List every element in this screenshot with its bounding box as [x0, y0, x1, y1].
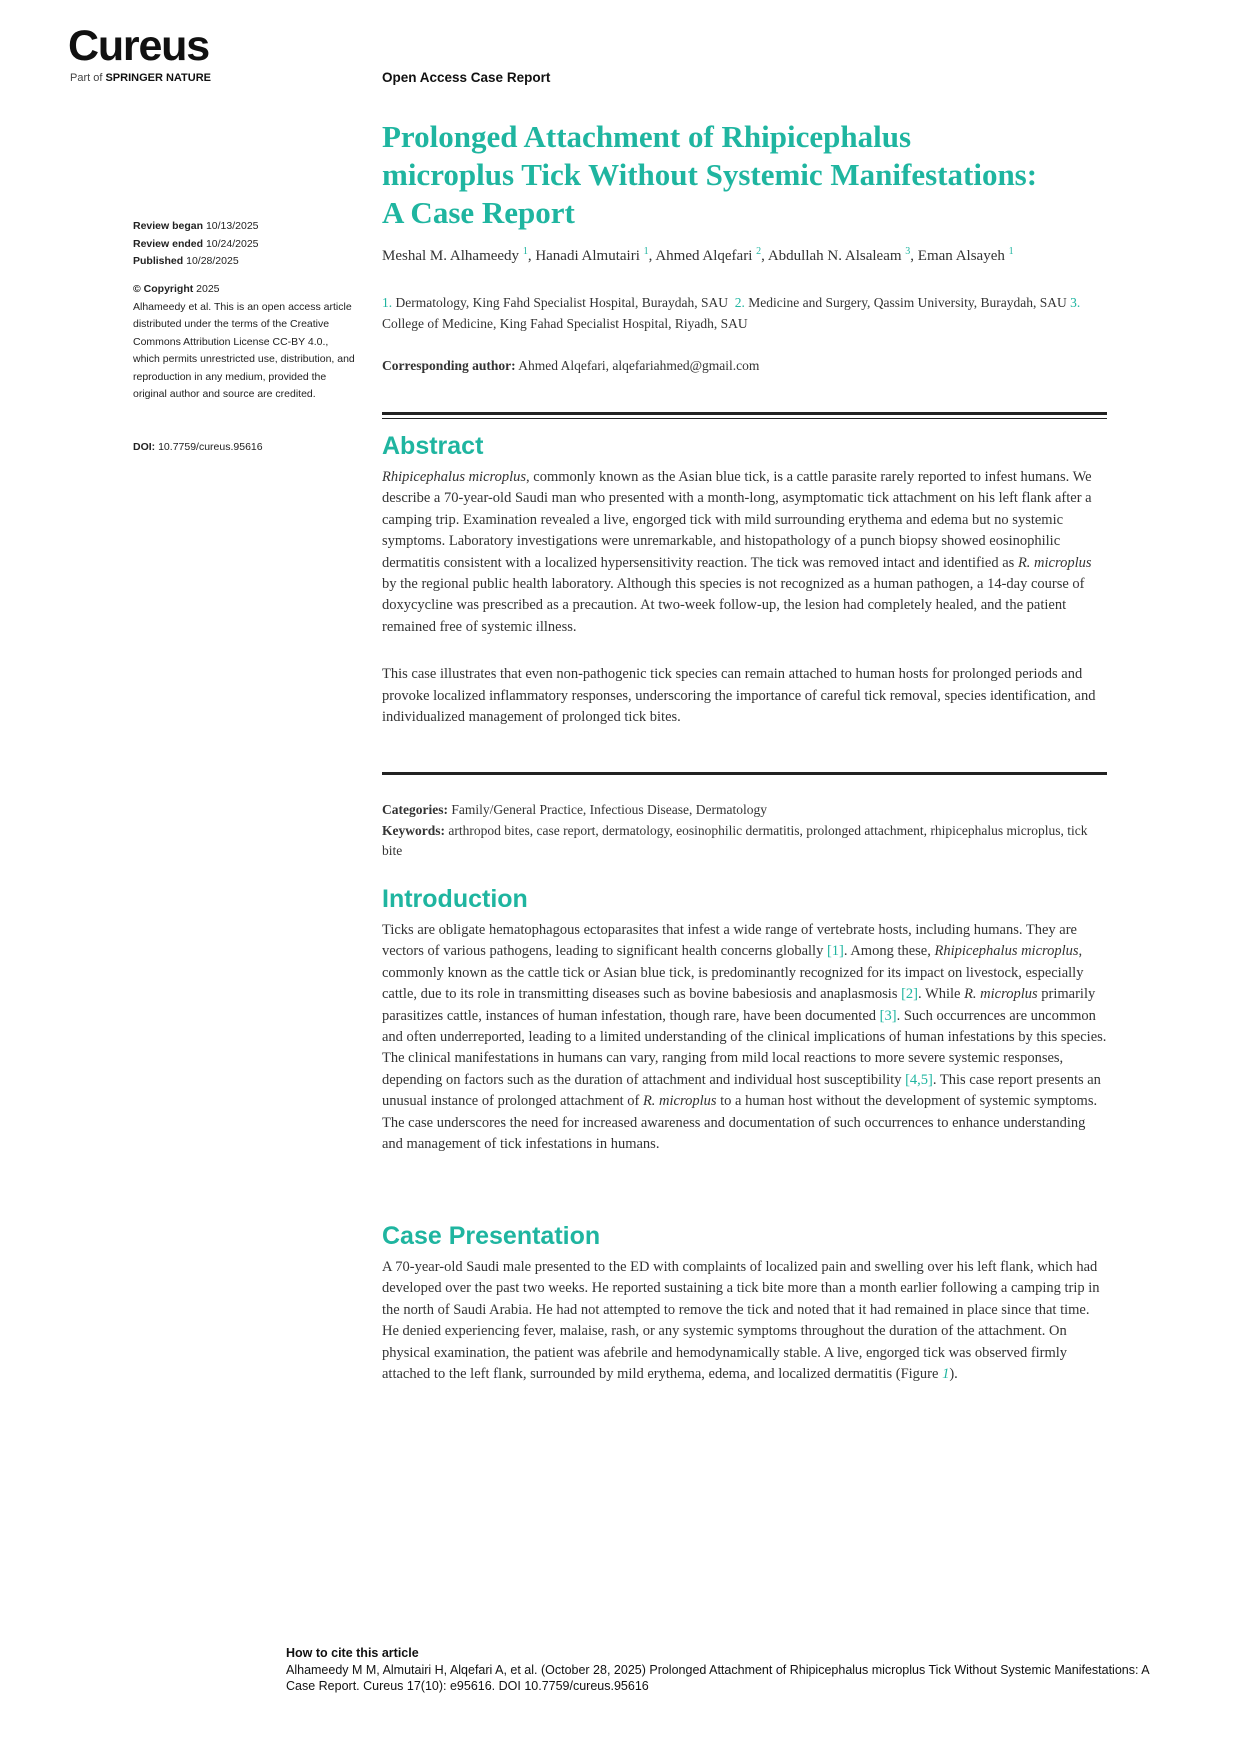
- body-text: A 70-year-old Saudi male presented to the ED with complaints of localized pain and swelling over his left flank, which had developed over the past two weeks. He reported sustaining a tick bite more than a month earlier following a camping trip in the north of Saudi Arabia. He had not attempted to remove the tick and noted that it had remained in place since that time. He denied experiencing fever, malaise, rash, or any systemic symptoms throughout the duration of the attachment. On physical examination, the patient was afebrile and hemodynamically stable. A live, engorged tick was observed firmly attached to the left flank, surrounded by mild erythema, edema, and localized dermatitis (Figure: [382, 1259, 1100, 1383]
- affiliation-ref[interactable]: 3: [905, 246, 911, 257]
- how-to-cite: [286, 1645, 1156, 1695]
- corresponding-author: [382, 358, 1107, 374]
- body-text: . Among these,: [843, 943, 935, 960]
- author-name[interactable]: Abdullah N. Alsaleam: [767, 248, 902, 264]
- affiliation-ref[interactable]: 1: [1008, 246, 1014, 257]
- keywords-value: arthropod bites, case report, dermatology, eosinophilic dermatitis, prolonged attachment, rhipicephalus microplus, tick bite: [382, 822, 1088, 858]
- introduction-heading: Introduction: [382, 885, 528, 913]
- case-presentation-section: [382, 1222, 1107, 1385]
- abstract-section: [382, 432, 1107, 728]
- case-presentation-body: [382, 1257, 1107, 1385]
- review-began-date: 10/13/2025: [205, 220, 259, 232]
- published-label: Published: [133, 255, 184, 267]
- divider: [382, 418, 1107, 419]
- how-to-cite-heading: How to cite this article: [286, 1646, 419, 1660]
- affiliation-text: Medicine and Surgery, Qassim University, Buraydah, SAU: [748, 295, 1067, 310]
- reference-link[interactable]: [2]: [901, 986, 919, 1003]
- abstract-text: , commonly known as the Asian blue tick, is a cattle parasite rarely reported to infest humans. We describe a 70-year-old Saudi man who presented with a month-long, asymptomatic tick attachment on his left flank after a camping trip. Examination revealed a live, engorged tick with mild surrounding erythema and edema but no systemic symptoms. Laboratory investigations were unremarkable, and histopathology of a punch biopsy showed eosinophilic dermatitis consistent with a localized hypersensitivity reaction. The tick was removed intact and identified as: [382, 469, 1092, 571]
- author-list: Meshal M. Alhameedy $^1$, Hanadi Almutairi $^1$, Ahmed Alqefari $^2$, Abdullah N. Alsaleam $^3$, Eman Alsayeh $^1$: [382, 246, 1014, 264]
- affiliation-number: 1.: [382, 295, 393, 310]
- copyright-label: © Copyright: [133, 283, 194, 295]
- affiliation-number: 3.: [1070, 295, 1081, 310]
- review-dates: [133, 218, 358, 271]
- reference-link[interactable]: [1]: [826, 943, 844, 960]
- introduction-section: [382, 885, 1107, 1155]
- divider: [382, 412, 1107, 415]
- body-text: , commonly known as the cattle tick or Asian blue tick, is predominantly recognized for its impact on livestock, especially cattle, due to its role in transmitting diseases such as bovine babesiosis and anaplasmosis: [382, 943, 1084, 1003]
- reference-link[interactable]: [3]: [879, 1007, 897, 1024]
- review-ended-label: Review ended: [133, 237, 204, 250]
- abstract-heading: Abstract: [382, 432, 484, 460]
- affiliation-ref[interactable]: 1: [522, 246, 528, 257]
- body-text: . This case report presents an unusual instance of prolonged attachment of: [382, 1071, 1101, 1110]
- body-text: primarily parasitizes cattle, instances of human infestation, though rare, have been documented: [382, 986, 1096, 1024]
- author-name[interactable]: Hanadi Almutairi: [535, 248, 640, 264]
- introduction-body: [382, 920, 1107, 1155]
- published-date: 10/28/2025: [186, 255, 239, 267]
- title-line: Prolonged Attachment of Rhipicephalus: [382, 119, 912, 154]
- body-text: Ticks are obligate hematophagous ectoparasites that infest a wide range of vertebrate hosts, including humans. They are vectors of various pathogens, leading to significant health concerns globally: [382, 922, 1077, 960]
- copyright-block: [133, 281, 358, 404]
- copyright-year: 2025: [196, 283, 220, 295]
- case-presentation-heading: Case Presentation: [382, 1222, 601, 1250]
- license-text: Alhameedy et al. This is an open access article distributed under the terms of the Creative Commons Attribution License CC-BY 4.0., which permits unrestricted use, distribution, and reproduction in any medium, provided the original author and source are credited.: [133, 300, 355, 400]
- body-text: ).: [949, 1366, 958, 1383]
- categories-keywords: [382, 800, 1107, 862]
- review-began-label: Review began: [133, 220, 204, 232]
- article-type: Open Access Case Report: [382, 70, 551, 85]
- introduction-paragraph: [382, 920, 1107, 1155]
- abstract-text: by the regional public health laboratory. Although this species is not recognized as a human pathogen, a 14-day course of doxycycline was prescribed as a precaution. At two-week follow-up, the lesion had completely healed, and the patient remained free of systemic illness.: [382, 576, 1085, 635]
- corresponding-value[interactable]: Ahmed Alqefari, alqefariahmed@gmail.com: [518, 358, 760, 373]
- affiliations: [382, 292, 1107, 334]
- categories-label: Categories:: [382, 802, 448, 817]
- title-line: A Case Report: [382, 195, 575, 230]
- affiliation-ref[interactable]: 1: [643, 246, 649, 257]
- doi-label: DOI:: [133, 441, 156, 453]
- doi-block: [133, 439, 358, 457]
- review-ended-date: 10/24/2025: [205, 237, 259, 250]
- author-name[interactable]: Eman Alsayeh: [917, 248, 1005, 264]
- springer-nature-tagline: [70, 72, 211, 84]
- corresponding-label: Corresponding author:: [382, 358, 516, 373]
- body-text: . While: [918, 986, 965, 1003]
- citation-text: Alhameedy M M, Almutairi H, Alqefari A, et al. (October 28, 2025) Prolonged Attachment of Rhipicephalus microplus Tick Without Systemic Manifestations: A Case Report. Cureus 17(10): e95616. DOI 10.7759/cureus.95616: [286, 1662, 1149, 1693]
- species-name: R. microplus: [642, 1093, 717, 1110]
- figure-link[interactable]: 1: [942, 1366, 950, 1383]
- keywords-label: Keywords:: [382, 822, 445, 838]
- doi-link[interactable]: 10.7759/cureus.95616: [158, 441, 263, 453]
- abstract-paragraph: [382, 467, 1107, 638]
- author-name[interactable]: Meshal M. Alhameedy: [382, 248, 520, 264]
- author-name[interactable]: Ahmed Alqefari: [655, 248, 753, 264]
- species-name: R. microplus: [964, 986, 1038, 1003]
- species-name: Rhipicephalus microplus: [934, 943, 1079, 960]
- affiliation-text: Dermatology, King Fahd Specialist Hospital, Buraydah, SAU: [395, 295, 728, 310]
- title-line: microplus Tick Without Systemic Manifestations:: [382, 157, 1038, 192]
- affiliation-text: College of Medicine, King Fahad Specialist Hospital, Riyadh, SAU: [382, 316, 748, 331]
- affiliation-ref[interactable]: 2: [756, 246, 762, 257]
- body-text: . Such occurrences are uncommon and often underreported, leading to a limited understanding of the clinical implications of human infestations by this species. The clinical manifestations in humans can vary, ranging from mild local reactions to more severe systemic responses, depending on factors such as the duration of attachment and individual host susceptibility: [382, 1007, 1107, 1088]
- body-text: to a human host without the development of systemic symptoms. The case underscores the need for increased awareness and documentation of such occurrences to enhance understanding and management of tick infestations in humans.: [382, 1093, 1098, 1153]
- article-title: [382, 118, 1107, 232]
- species-name: R. microplus: [1017, 554, 1092, 571]
- divider: [382, 772, 1107, 775]
- abstract-paragraph: This case illustrates that even non-pathogenic tick species can remain attached to human hosts for prolonged periods and provoke localized inflammatory responses, underscoring the importance of careful tick removal, species identification, and individualized management of prolonged tick bites.: [382, 666, 1096, 726]
- categories-value: Family/General Practice, Infectious Disease, Dermatology: [451, 802, 768, 817]
- springer-nature-brand: SPRINGER NATURE: [105, 72, 211, 84]
- case-paragraph: [382, 1257, 1107, 1385]
- cureus-logo[interactable]: Cureus: [68, 22, 209, 70]
- affiliation-number: 2.: [734, 295, 745, 310]
- reference-link[interactable]: [4,5]: [905, 1071, 933, 1088]
- abstract-body: [382, 467, 1107, 728]
- part-of-text: Part of: [70, 72, 103, 84]
- species-name: Rhipicephalus microplus: [382, 469, 527, 485]
